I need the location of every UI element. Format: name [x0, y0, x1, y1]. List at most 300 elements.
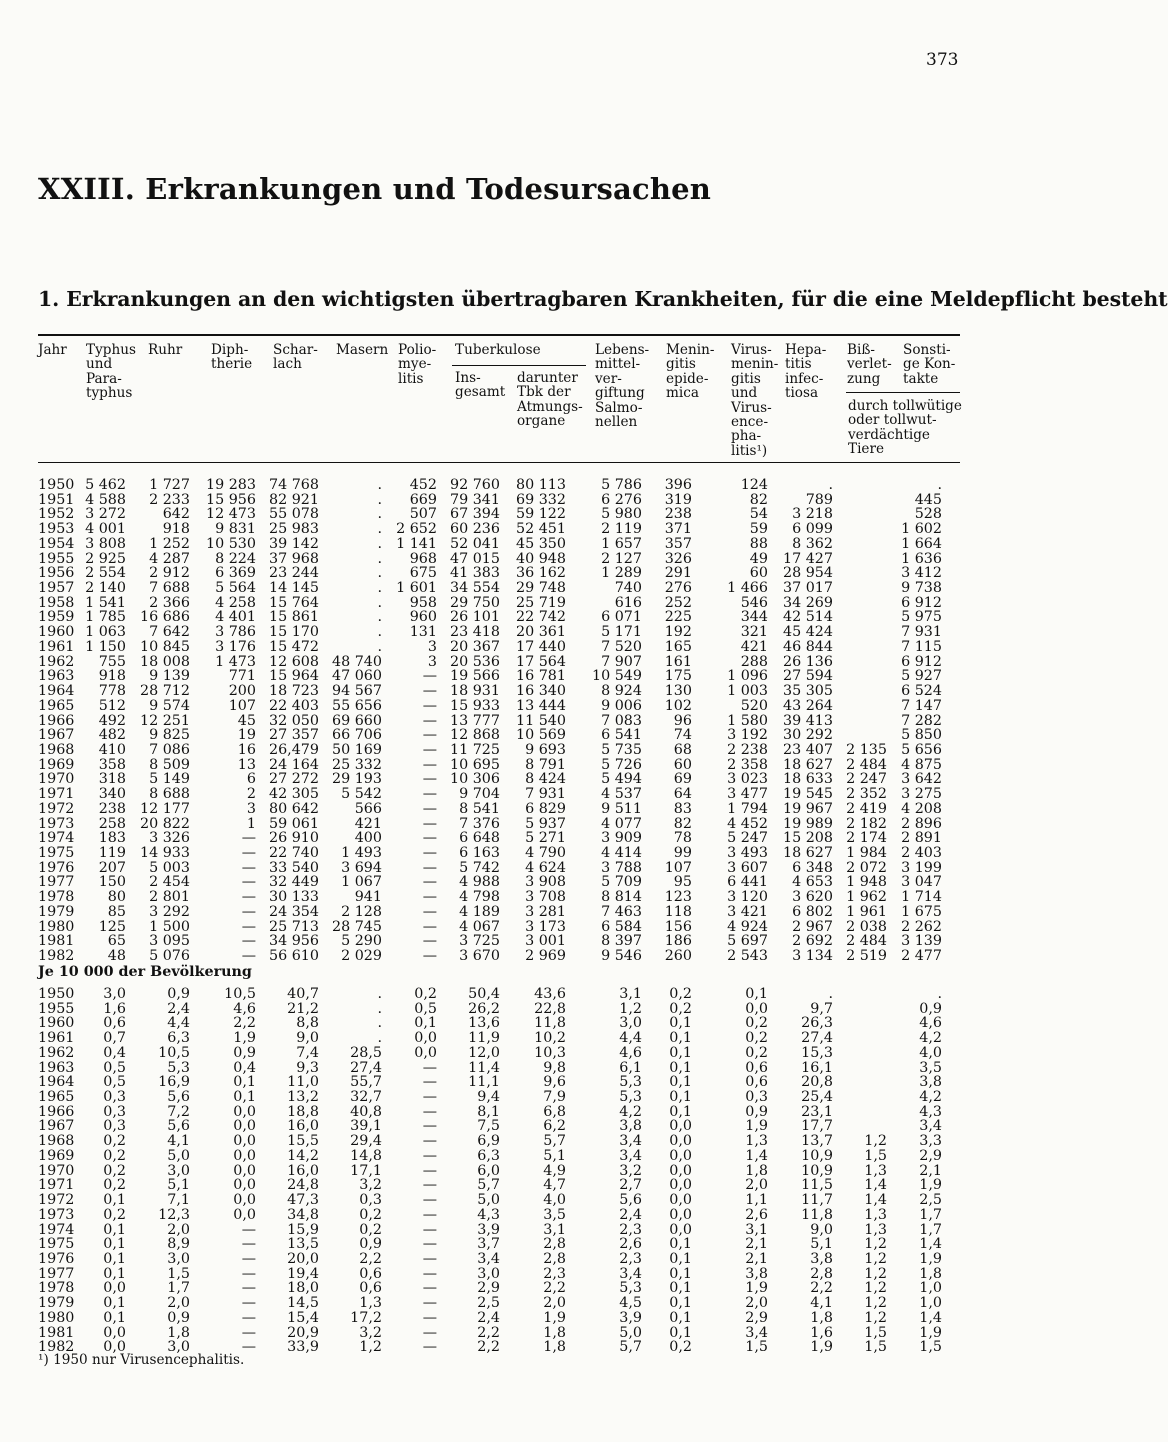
- cell-meningitis: 260: [664, 948, 692, 964]
- cell-jahr: 1965: [38, 1089, 75, 1106]
- cell-meningitis: 0,1: [669, 1295, 692, 1312]
- cell-virusmeningitis: 0,6: [745, 1074, 768, 1091]
- cell-diphtherie: —: [241, 1221, 256, 1238]
- cell-meningitis: 0,1: [669, 1250, 692, 1267]
- cell-ruhr: 1,8: [167, 1324, 190, 1341]
- cell-jahr: 1972: [38, 1192, 75, 1209]
- cell-sonstige: 2,9: [919, 1147, 942, 1164]
- table-row: [0, 610, 1024, 625]
- cell-jahr: 1968: [38, 741, 75, 758]
- cell-tbk-atmung: 16 781: [515, 668, 566, 685]
- cell-typhus: 318: [98, 771, 126, 788]
- cell-virusmeningitis: 0,2: [745, 1015, 768, 1032]
- cell-masern: 1 067: [341, 874, 382, 891]
- cell-virusmeningitis: 3 192: [727, 727, 768, 744]
- cell-sonstige: 7 931: [901, 624, 942, 641]
- cell-masern: 0,6: [359, 1280, 382, 1297]
- cell-tbk-insgesamt: 4 988: [459, 874, 500, 891]
- cell-virusmeningitis: 0,0: [745, 1000, 768, 1017]
- cell-typhus: 0,3: [103, 1089, 126, 1106]
- cell-scharlach: 19,4: [287, 1265, 319, 1282]
- cell-hepatitis: 15 208: [782, 830, 833, 847]
- cell-sonstige: 1,5: [919, 1339, 942, 1356]
- page-number: 373: [926, 50, 959, 70]
- cell-lebensmittel: 3 788: [601, 859, 642, 876]
- rate-row: [0, 1193, 1024, 1208]
- table-row: [0, 714, 1024, 729]
- cell-typhus: 0,2: [103, 1147, 126, 1164]
- cell-sonstige: 1,9: [919, 1177, 942, 1194]
- cell-jahr: 1967: [38, 1118, 75, 1135]
- table-row: [0, 625, 1024, 640]
- cell-sonstige: 5 656: [901, 741, 942, 758]
- cell-virusmeningitis: 124: [740, 477, 768, 493]
- cell-scharlach: 22 740: [268, 844, 319, 861]
- cell-typhus: 0,1: [103, 1221, 126, 1238]
- cell-meningitis: 165: [664, 638, 692, 655]
- cell-tbk-insgesamt: 4 798: [459, 889, 500, 906]
- cell-ruhr: 6,3: [167, 1030, 190, 1047]
- cell-sonstige: 2 262: [901, 918, 942, 935]
- cell-meningitis: 238: [664, 506, 692, 523]
- cell-hepatitis: 10,9: [801, 1147, 833, 1164]
- cell-sonstige: 1,9: [919, 1250, 942, 1267]
- cell-polio: —: [422, 1324, 437, 1341]
- cell-diphtherie: 12 473: [205, 506, 256, 523]
- cell-hepatitis: 3 218: [792, 506, 833, 523]
- cell-masern: 28,5: [350, 1044, 382, 1061]
- cell-meningitis: 0,0: [669, 1147, 692, 1164]
- cell-polio: 0,2: [414, 986, 437, 1002]
- cell-tbk-atmung: 4,0: [543, 1192, 566, 1209]
- cell-diphtherie: 0,0: [233, 1103, 256, 1120]
- cell-jahr: 1955: [38, 550, 75, 567]
- cell-scharlach: 15 964: [268, 668, 319, 685]
- cell-tbk-atmung: 43,6: [534, 986, 566, 1002]
- cell-jahr: 1973: [38, 815, 75, 832]
- cell-masern: 1 493: [341, 844, 382, 861]
- cell-masern: .: [377, 594, 382, 611]
- table-row: [0, 934, 1024, 949]
- cell-jahr: 1963: [38, 1059, 75, 1076]
- cell-diphtherie: 19: [237, 727, 256, 744]
- rate-row: [0, 1061, 1024, 1076]
- cell-bissverletzung: 1,5: [864, 1339, 887, 1356]
- cell-scharlach: 25 713: [268, 918, 319, 935]
- cell-ruhr: 16,9: [158, 1074, 190, 1091]
- cell-tbk-insgesamt: 67 394: [449, 506, 500, 523]
- cell-typhus: 1 541: [85, 594, 126, 611]
- cell-virusmeningitis: 49: [749, 550, 768, 567]
- cell-meningitis: 68: [673, 741, 692, 758]
- cell-tbk-insgesamt: 26,2: [468, 1000, 500, 1017]
- cell-lebensmittel: 5,7: [619, 1339, 642, 1356]
- cell-jahr: 1960: [38, 1015, 75, 1032]
- cell-scharlach: 14,5: [287, 1295, 319, 1312]
- cell-hepatitis: 17,7: [801, 1118, 833, 1135]
- cell-diphtherie: 15 956: [205, 491, 256, 508]
- cell-hepatitis: 3,8: [810, 1250, 833, 1267]
- cell-bissverletzung: 1,4: [864, 1177, 887, 1194]
- cell-meningitis: 0,0: [669, 1162, 692, 1179]
- cell-lebensmittel: 5,3: [619, 1089, 642, 1106]
- cell-lebensmittel: 2 119: [601, 521, 642, 538]
- rate-row: [0, 1046, 1024, 1061]
- cell-polio: —: [422, 1339, 437, 1356]
- cell-virusmeningitis: 546: [740, 594, 768, 611]
- cell-scharlach: 14 145: [268, 580, 319, 597]
- cell-ruhr: 5,6: [167, 1089, 190, 1106]
- cell-tbk-atmung: 9,6: [543, 1074, 566, 1091]
- cell-meningitis: 0,1: [669, 1015, 692, 1032]
- cell-typhus: 80: [107, 889, 126, 906]
- cell-masern: 32,7: [350, 1089, 382, 1106]
- cell-diphtherie: —: [241, 948, 256, 964]
- cell-jahr: 1970: [38, 771, 75, 788]
- cell-masern: 0,6: [359, 1265, 382, 1282]
- rate-row: [0, 1208, 1024, 1223]
- cell-polio: —: [422, 1074, 437, 1091]
- cell-hepatitis: 1,9: [810, 1339, 833, 1356]
- cell-bissverletzung: 1,3: [864, 1221, 887, 1238]
- cell-jahr: 1961: [38, 638, 75, 655]
- cell-tbk-insgesamt: 12,0: [468, 1044, 500, 1061]
- cell-tbk-atmung: 1,8: [543, 1324, 566, 1341]
- cell-meningitis: 175: [664, 668, 692, 685]
- cell-polio: —: [422, 815, 437, 832]
- rate-row: [0, 987, 1024, 1002]
- cell-scharlach: 42 305: [268, 786, 319, 803]
- cell-hepatitis: 19 989: [782, 815, 833, 832]
- cell-typhus: 150: [98, 874, 126, 891]
- cell-lebensmittel: 3,0: [619, 1015, 642, 1032]
- cell-lebensmittel: 5 709: [601, 874, 642, 891]
- cell-meningitis: 161: [664, 653, 692, 670]
- cell-bissverletzung: 1 948: [846, 874, 887, 891]
- cell-diphtherie: —: [241, 1309, 256, 1326]
- cell-polio: —: [422, 1236, 437, 1253]
- cell-ruhr: 8 509: [149, 756, 190, 773]
- cell-diphtherie: —: [241, 1280, 256, 1297]
- cell-hepatitis: 39 413: [782, 712, 833, 729]
- cell-typhus: 778: [98, 683, 126, 700]
- cell-hepatitis: 2 967: [792, 918, 833, 935]
- cell-meningitis: 357: [664, 535, 692, 552]
- cell-meningitis: 225: [664, 609, 692, 626]
- cell-scharlach: 25 983: [268, 521, 319, 538]
- cell-lebensmittel: 5 735: [601, 741, 642, 758]
- cell-meningitis: 252: [664, 594, 692, 611]
- table-row: [0, 728, 1024, 743]
- cell-polio: —: [422, 1265, 437, 1282]
- cell-tbk-atmung: 22 742: [515, 609, 566, 626]
- cell-masern: 17,2: [350, 1309, 382, 1326]
- cell-sonstige: 4 875: [901, 756, 942, 773]
- cell-virusmeningitis: 5 697: [727, 933, 768, 950]
- cell-meningitis: 0,1: [669, 1265, 692, 1282]
- cell-tbk-atmung: 10,2: [534, 1030, 566, 1047]
- cell-tbk-atmung: 20 361: [515, 624, 566, 641]
- cell-tbk-insgesamt: 29 750: [449, 594, 500, 611]
- cell-typhus: 0,2: [103, 1133, 126, 1150]
- cell-typhus: 482: [98, 727, 126, 744]
- cell-virusmeningitis: 288: [740, 653, 768, 670]
- cell-polio: —: [422, 1162, 437, 1179]
- cell-tbk-insgesamt: 6,0: [477, 1162, 500, 1179]
- cell-hepatitis: 19 545: [782, 786, 833, 803]
- cell-ruhr: 2 233: [149, 491, 190, 508]
- cell-typhus: 85: [107, 903, 126, 920]
- cell-hepatitis: 1,8: [810, 1309, 833, 1326]
- cell-meningitis: 60: [673, 756, 692, 773]
- cell-virusmeningitis: 0,9: [745, 1103, 768, 1120]
- table-row: [0, 802, 1024, 817]
- cell-lebensmittel: 1 657: [601, 535, 642, 552]
- cell-jahr: 1952: [38, 506, 75, 523]
- cell-polio: 675: [409, 565, 437, 582]
- cell-hepatitis: 2,2: [810, 1280, 833, 1297]
- cell-tbk-insgesamt: 5,7: [477, 1177, 500, 1194]
- cell-bissverletzung: 2 038: [846, 918, 887, 935]
- cell-meningitis: 0,1: [669, 1280, 692, 1297]
- cell-jahr: 1966: [38, 712, 75, 729]
- cell-lebensmittel: 5 171: [601, 624, 642, 641]
- cell-tbk-atmung: 3,1: [543, 1221, 566, 1238]
- cell-sonstige: 1,7: [919, 1206, 942, 1223]
- cell-scharlach: 24 164: [268, 756, 319, 773]
- cell-lebensmittel: 4,2: [619, 1103, 642, 1120]
- cell-tbk-insgesamt: 11,4: [468, 1059, 500, 1076]
- cell-meningitis: 319: [664, 491, 692, 508]
- cell-typhus: 512: [98, 697, 126, 714]
- rate-row: [0, 1134, 1024, 1149]
- rate-row: [0, 1075, 1024, 1090]
- cell-tbk-insgesamt: 8,1: [477, 1103, 500, 1120]
- cell-tbk-atmung: 22,8: [534, 1000, 566, 1017]
- cell-typhus: 358: [98, 756, 126, 773]
- cell-tbk-atmung: 2,3: [543, 1265, 566, 1282]
- cell-diphtherie: —: [241, 903, 256, 920]
- cell-jahr: 1977: [38, 1265, 75, 1282]
- cell-tbk-atmung: 11,8: [534, 1015, 566, 1032]
- cell-tbk-atmung: 8 424: [525, 771, 566, 788]
- cell-ruhr: 10 845: [139, 638, 190, 655]
- cell-polio: —: [422, 1192, 437, 1209]
- cell-scharlach: 37 968: [268, 550, 319, 567]
- cell-jahr: 1950: [38, 986, 75, 1002]
- cell-lebensmittel: 3,4: [619, 1265, 642, 1282]
- cell-virusmeningitis: 60: [749, 565, 768, 582]
- cell-diphtherie: 19 283: [205, 477, 256, 493]
- cell-typhus: 3 272: [85, 506, 126, 523]
- cell-sonstige: 1,4: [919, 1309, 942, 1326]
- cell-masern: 566: [354, 800, 382, 817]
- cell-hepatitis: 19 967: [782, 800, 833, 817]
- cell-meningitis: 0,0: [669, 1206, 692, 1223]
- cell-virusmeningitis: 2,1: [745, 1250, 768, 1267]
- cell-sonstige: 3 139: [901, 933, 942, 950]
- cell-scharlach: 32 449: [268, 874, 319, 891]
- rate-row: [0, 1267, 1024, 1282]
- cell-tbk-atmung: 5 271: [525, 830, 566, 847]
- cell-jahr: 1982: [38, 948, 75, 964]
- cell-sonstige: 1 602: [901, 521, 942, 538]
- cell-virusmeningitis: 344: [740, 609, 768, 626]
- cell-meningitis: 83: [673, 800, 692, 817]
- cell-tbk-atmung: 25 719: [515, 594, 566, 611]
- cell-typhus: 0,3: [103, 1103, 126, 1120]
- cell-typhus: 0,5: [103, 1074, 126, 1091]
- cell-typhus: 0,5: [103, 1059, 126, 1076]
- cell-tbk-insgesamt: 3 725: [459, 933, 500, 950]
- table-row: [0, 493, 1024, 508]
- cell-tbk-atmung: 3 281: [525, 903, 566, 920]
- cell-hepatitis: 2,8: [810, 1265, 833, 1282]
- cell-bissverletzung: 1,2: [864, 1295, 887, 1312]
- cell-tbk-atmung: 1,9: [543, 1309, 566, 1326]
- cell-scharlach: 7,4: [296, 1044, 319, 1061]
- cell-masern: .: [377, 1000, 382, 1017]
- cell-ruhr: 2 366: [149, 594, 190, 611]
- cell-polio: —: [422, 1177, 437, 1194]
- cell-masern: 5 542: [341, 786, 382, 803]
- cell-hepatitis: 30 292: [782, 727, 833, 744]
- cell-polio: 0,5: [414, 1000, 437, 1017]
- cell-hepatitis: 2 692: [792, 933, 833, 950]
- cell-masern: 47 060: [331, 668, 382, 685]
- cell-virusmeningitis: 1 003: [727, 683, 768, 700]
- cell-bissverletzung: 2 135: [846, 741, 887, 758]
- cell-ruhr: 12 177: [139, 800, 190, 817]
- cell-tbk-insgesamt: 60 236: [449, 521, 500, 538]
- cell-jahr: 1969: [38, 1147, 75, 1164]
- cell-scharlach: 24,8: [287, 1177, 319, 1194]
- cell-scharlach: 18,0: [287, 1280, 319, 1297]
- cell-scharlach: 23 244: [268, 565, 319, 582]
- cell-scharlach: 13,2: [287, 1089, 319, 1106]
- cell-tbk-atmung: 6,8: [543, 1103, 566, 1120]
- cell-sonstige: 3 642: [901, 771, 942, 788]
- cell-bissverletzung: 2 072: [846, 859, 887, 876]
- cell-ruhr: 5 149: [149, 771, 190, 788]
- cell-bissverletzung: 2 484: [846, 756, 887, 773]
- cell-sonstige: 4,0: [919, 1044, 942, 1061]
- cell-virusmeningitis: 3 421: [727, 903, 768, 920]
- cell-tbk-atmung: 59 122: [515, 506, 566, 523]
- cell-virusmeningitis: 2 238: [727, 741, 768, 758]
- cell-polio: —: [422, 1147, 437, 1164]
- header-ruhr: Ruhr: [148, 342, 183, 358]
- table-row: [0, 817, 1024, 832]
- cell-polio: —: [422, 786, 437, 803]
- cell-sonstige: 2 896: [901, 815, 942, 832]
- cell-scharlach: 22 403: [268, 697, 319, 714]
- cell-virusmeningitis: 82: [749, 491, 768, 508]
- cell-bissverletzung: 1,2: [864, 1250, 887, 1267]
- cell-virusmeningitis: 1,9: [745, 1280, 768, 1297]
- cell-sonstige: 2,1: [919, 1162, 942, 1179]
- cell-sonstige: 1,8: [919, 1265, 942, 1282]
- cell-masern: 421: [354, 815, 382, 832]
- cell-lebensmittel: 7 520: [601, 638, 642, 655]
- cell-meningitis: 0,1: [669, 1030, 692, 1047]
- cell-masern: .: [377, 506, 382, 523]
- cell-bissverletzung: 1 962: [846, 889, 887, 906]
- table-row: [0, 552, 1024, 567]
- cell-diphtherie: 771: [228, 668, 256, 685]
- cell-polio: —: [422, 874, 437, 891]
- cell-meningitis: 186: [664, 933, 692, 950]
- cell-virusmeningitis: 3,4: [745, 1324, 768, 1341]
- cell-polio: —: [422, 1295, 437, 1312]
- cell-masern: 29 193: [331, 771, 382, 788]
- cell-typhus: 340: [98, 786, 126, 803]
- cell-lebensmittel: 5 726: [601, 756, 642, 773]
- cell-sonstige: 1,0: [919, 1280, 942, 1297]
- header-poliomyelitis: Polio- mye- litis: [398, 342, 437, 387]
- cell-masern: 3,2: [359, 1324, 382, 1341]
- cell-jahr: 1973: [38, 1206, 75, 1223]
- cell-tbk-insgesamt: 6 163: [459, 844, 500, 861]
- cell-scharlach: 59 061: [268, 815, 319, 832]
- cell-jahr: 1978: [38, 889, 75, 906]
- header-bottom-rule: [38, 462, 960, 463]
- rate-row: [0, 1252, 1024, 1267]
- cell-typhus: 1 150: [85, 638, 126, 655]
- cell-polio: —: [422, 1206, 437, 1223]
- cell-masern: .: [377, 609, 382, 626]
- cell-masern: 55 656: [331, 697, 382, 714]
- cell-meningitis: 102: [664, 697, 692, 714]
- cell-lebensmittel: 3,4: [619, 1147, 642, 1164]
- cell-bissverletzung: 2 182: [846, 815, 887, 832]
- cell-scharlach: 15 861: [268, 609, 319, 626]
- cell-tbk-atmung: 2,8: [543, 1250, 566, 1267]
- cell-hepatitis: 18 633: [782, 771, 833, 788]
- cell-hepatitis: 23,1: [801, 1103, 833, 1120]
- cell-tbk-atmung: 52 451: [515, 521, 566, 538]
- header-jahr: Jahr: [38, 342, 67, 358]
- cell-hepatitis: 28 954: [782, 565, 833, 582]
- cell-typhus: 918: [98, 668, 126, 685]
- cell-lebensmittel: 2 127: [601, 550, 642, 567]
- cell-meningitis: 371: [664, 521, 692, 538]
- cell-polio: —: [422, 771, 437, 788]
- cell-virusmeningitis: 54: [749, 506, 768, 523]
- cell-meningitis: 0,2: [669, 986, 692, 1002]
- cell-ruhr: 642: [162, 506, 190, 523]
- cell-scharlach: 15,4: [287, 1309, 319, 1326]
- cell-typhus: 0,1: [103, 1265, 126, 1282]
- cell-jahr: 1979: [38, 903, 75, 920]
- cell-ruhr: 7 086: [149, 741, 190, 758]
- rate-row: [0, 1149, 1024, 1164]
- cell-tbk-atmung: 9 693: [525, 741, 566, 758]
- cell-diphtherie: 4,6: [233, 1000, 256, 1017]
- cell-sonstige: 2,5: [919, 1192, 942, 1209]
- cell-bissverletzung: 1,5: [864, 1324, 887, 1341]
- cell-ruhr: 4 287: [149, 550, 190, 567]
- cell-hepatitis: 4 653: [792, 874, 833, 891]
- cell-scharlach: 47,3: [287, 1192, 319, 1209]
- cell-sonstige: 9 738: [901, 580, 942, 597]
- cell-scharlach: 32 050: [268, 712, 319, 729]
- cell-ruhr: 4,4: [167, 1015, 190, 1032]
- cell-scharlach: 11,0: [287, 1074, 319, 1091]
- cell-ruhr: 5 076: [149, 948, 190, 964]
- cell-scharlach: 15,5: [287, 1133, 319, 1150]
- cell-ruhr: 8,9: [167, 1236, 190, 1253]
